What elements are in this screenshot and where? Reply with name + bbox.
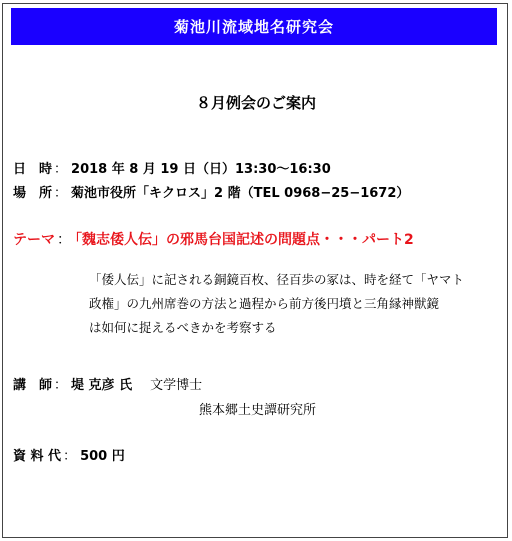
theme-colon: ： — [57, 232, 71, 248]
fee-value: 500 円 — [80, 449, 125, 464]
fee-row — [13, 445, 125, 464]
description-line: 「倭人伝」に記される銅鏡百枚、径百歩の冢は、時を経て「ヤマト — [89, 272, 465, 287]
date-colon: ： — [54, 162, 68, 177]
notice-title: ８月例会のご案内 — [195, 94, 316, 112]
description — [89, 268, 489, 340]
place-row — [13, 182, 409, 201]
place-value: 菊池市役所「キクロス」2 階（TEL 0968−25−1672） — [71, 186, 410, 201]
fee-label: 資 料 代 — [13, 449, 62, 464]
lecturer-label: 講 師 — [13, 378, 53, 393]
lecturer-title: 文学博士 — [150, 378, 203, 393]
theme-row — [13, 229, 414, 249]
theme-value: 「魏志倭人伝」の邪馬台国記述の問題点・・・パート2 — [75, 232, 414, 248]
date-value: 2018 年 8 月 19 日（日）13:30〜16:30 — [71, 162, 331, 177]
place-colon: ： — [54, 186, 68, 201]
date-row — [13, 158, 331, 177]
lecturer-name: 堤 克彦 氏 — [71, 378, 133, 393]
fee-colon: ： — [63, 449, 77, 464]
description-line: は如何に捉えるべきかを考察する — [89, 320, 277, 335]
lecturer-affiliation: 熊本郷土史譚研究所 — [199, 403, 317, 418]
place-label: 場 所 — [13, 186, 53, 201]
header-banner — [11, 8, 497, 45]
lecturer-colon: ： — [54, 378, 68, 393]
theme-label: テーマ — [13, 232, 55, 248]
date-label: 日 時 — [13, 162, 53, 177]
description-line: 政権」の九州席巻の方法と過程から前方後円墳と三角縁神獣鏡 — [89, 296, 440, 311]
header-title: 菊池川流域地名研究会 — [173, 18, 334, 36]
lecturer-row — [13, 374, 202, 393]
